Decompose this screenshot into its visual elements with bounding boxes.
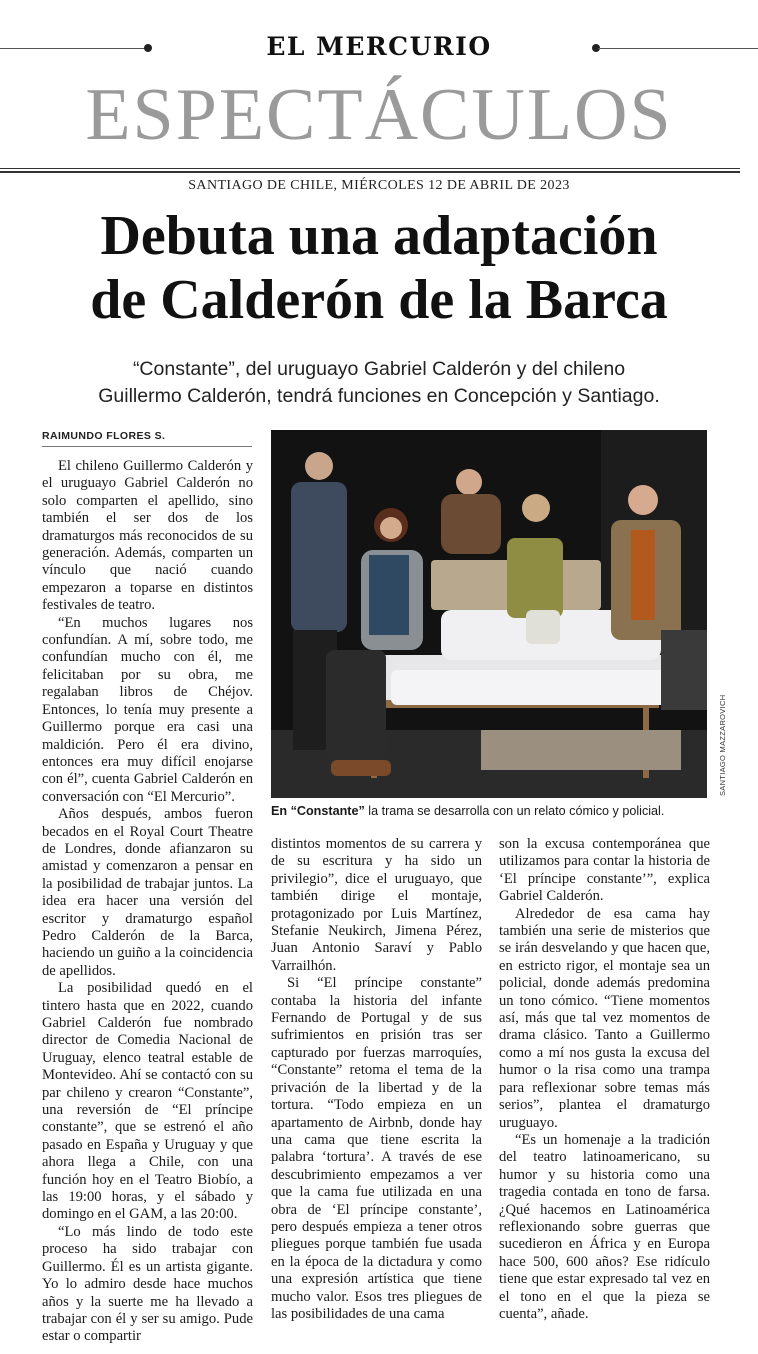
photo-credit bbox=[709, 694, 727, 796]
article-column-2 bbox=[271, 836, 482, 1323]
headline bbox=[20, 204, 738, 332]
paragraph: distintos momentos de su carrera y de su escritura y ha sido un privilegio”, dice el uruguayo, que también dirige el montaje, protagonizado por Luis Martínez, Stefanie Neukirch, Jimena Pérez, Juan Antonio Saraví y Pablo Varrailhón. bbox=[271, 836, 482, 974]
caption-lead: En “Constante” bbox=[271, 804, 365, 818]
subheadline-line-1: “Constante”, del uruguayo Gabriel Calderón y del chileno bbox=[132, 358, 626, 380]
subheadline-line-2: Guillermo Calderón, tendrá funciones en Concepción y Santiago. bbox=[98, 385, 660, 407]
headline-line-1: Debuta una adaptación bbox=[100, 205, 658, 267]
masthead-divider-thin bbox=[0, 168, 740, 169]
paragraph: Alrededor de esa cama hay también una serie de misterios que se irán desvelando y que hacen que, en estricto rigor, el montaje sea un policial, donde además predomina un tono cómico. “Tiene momentos así, más que tal vez momentos de drama clásico. Tanto a Guillermo como a mí nos gusta la excusa del humor o la risa como una trampa para reflexionar sobre temas más serios”, plantea el dramaturgo uruguayo. bbox=[499, 905, 710, 1131]
byline: RAIMUNDO FLORES S. bbox=[42, 430, 252, 447]
paragraph: Si “El príncipe constante” contaba la historia del infante Fernando de Portugal y de sus sufrimientos en prisión tras ser capturado por fuerzas marroquíes, “Constante” retoma el tema de la privación de la libertad y de la tortura. “Todo empieza en un apartamento de Airbnb, donde hay una cama que tiene escrita la palabra ‘tortura’. A través de ese descubrimiento empezamos a ver que la cama fue utilizada en una obra de ‘El príncipe constante’, pero después empieza a tener otros pliegues porque también fue usada en la época de la dictadura y como una expresión artística que tiene mucho valor. Esos tres pliegues de las posibilidades de una cama bbox=[271, 975, 482, 1322]
caption-text: la trama se desarrolla con un relato cómico y policial. bbox=[364, 804, 665, 818]
dateline: SANTIAGO DE CHILE, MIÉRCOLES 12 DE ABRIL DE 2023 bbox=[188, 178, 570, 193]
paragraph: son la excusa contemporánea que utilizamos para contar la historia de ‘El príncipe constante’”, explica Gabriel Calderón. bbox=[499, 836, 710, 905]
article-column-3 bbox=[499, 836, 710, 1323]
subheadline bbox=[10, 356, 748, 410]
photo-caption bbox=[271, 804, 711, 818]
paragraph: Años después, ambos fueron becados en el Royal Court Theatre de Londres, donde afianzaron su amistad y comenzaron a pensar en la posibilidad de trabajar juntos. La idea era hacer una versión del escritor y dramaturgo español Pedro Calderón de la Barca, haciendo un guiño a la coincidencia de apellidos. bbox=[42, 806, 253, 979]
photo-credit-text: SANTIAGO MAZZAROVICH bbox=[718, 694, 727, 796]
masthead bbox=[0, 0, 758, 176]
article-photo bbox=[271, 430, 707, 798]
stage-scene-illustration bbox=[271, 430, 707, 798]
newspaper-name: EL MERCURIO bbox=[266, 32, 492, 61]
paragraph: “En muchos lugares nos confundían. A mí, sobre todo, me confundían mucho con él, me felicitaban por su obra, me regalaban libros de Chéjov. Entonces, lo tenía muy presente a Guillermo porque era casi una maldición. Pero él era divino, entonces era muy difícil enojarse con él”, cuenta Gabriel Calderón en conversación con “El Mercurio”. bbox=[42, 614, 253, 805]
article-column-1 bbox=[42, 458, 253, 1346]
paragraph: “Es un homenaje a la tradición del teatro latinoamericano, su humor y su historia como una tragedia contada en tono de farsa. ¿Qué hacemos en Latinoamérica reflexionando sobre guerras que sucedieron en África y en Europa hace 500, 600 años? Ese ridículo tiene que estar expresado tal vez en el tono en el que la pieza se cuenta”, añade. bbox=[499, 1131, 710, 1322]
headline-line-2: de Calderón de la Barca bbox=[90, 269, 668, 331]
paragraph: “Lo más lindo de todo este proceso ha sido trabajar con Guillermo. Él es un artista gigante. Yo lo admiro desde hace muchos años y la suerte me ha llevado a trabajar con él y ser su amigo. Pude estar o compartir bbox=[42, 1223, 253, 1345]
section-name: ESPECTÁCULOS bbox=[85, 74, 673, 156]
masthead-rule-right bbox=[598, 48, 758, 49]
masthead-divider-thick bbox=[0, 171, 740, 173]
paragraph: La posibilidad quedó en el tintero hasta que en 2022, cuando Gabriel Calderón fue nombrado director de Comedia Nacional de Uruguay, elenco teatral estable de Montevideo. Ahí se contactó con su par chileno y crearon “Constante”, una reversión de “El príncipe constante”, que se estrenó el año pasado en España y Uruguay y que ahora llega a Chile, con una función hoy en el Teatro Biobío, a las 19:00 horas, y el sábado y domingo en el GAM, a las 20:00. bbox=[42, 980, 253, 1223]
paragraph: El chileno Guillermo Calderón y el uruguayo Gabriel Calderón no solo comparten el apellido, sino también el ser dos de los dramaturgos más reconocidos de su generación. Además, comparten un vínculo que nació cuando empezaron a toparse en distintos festivales de teatro. bbox=[42, 458, 253, 614]
